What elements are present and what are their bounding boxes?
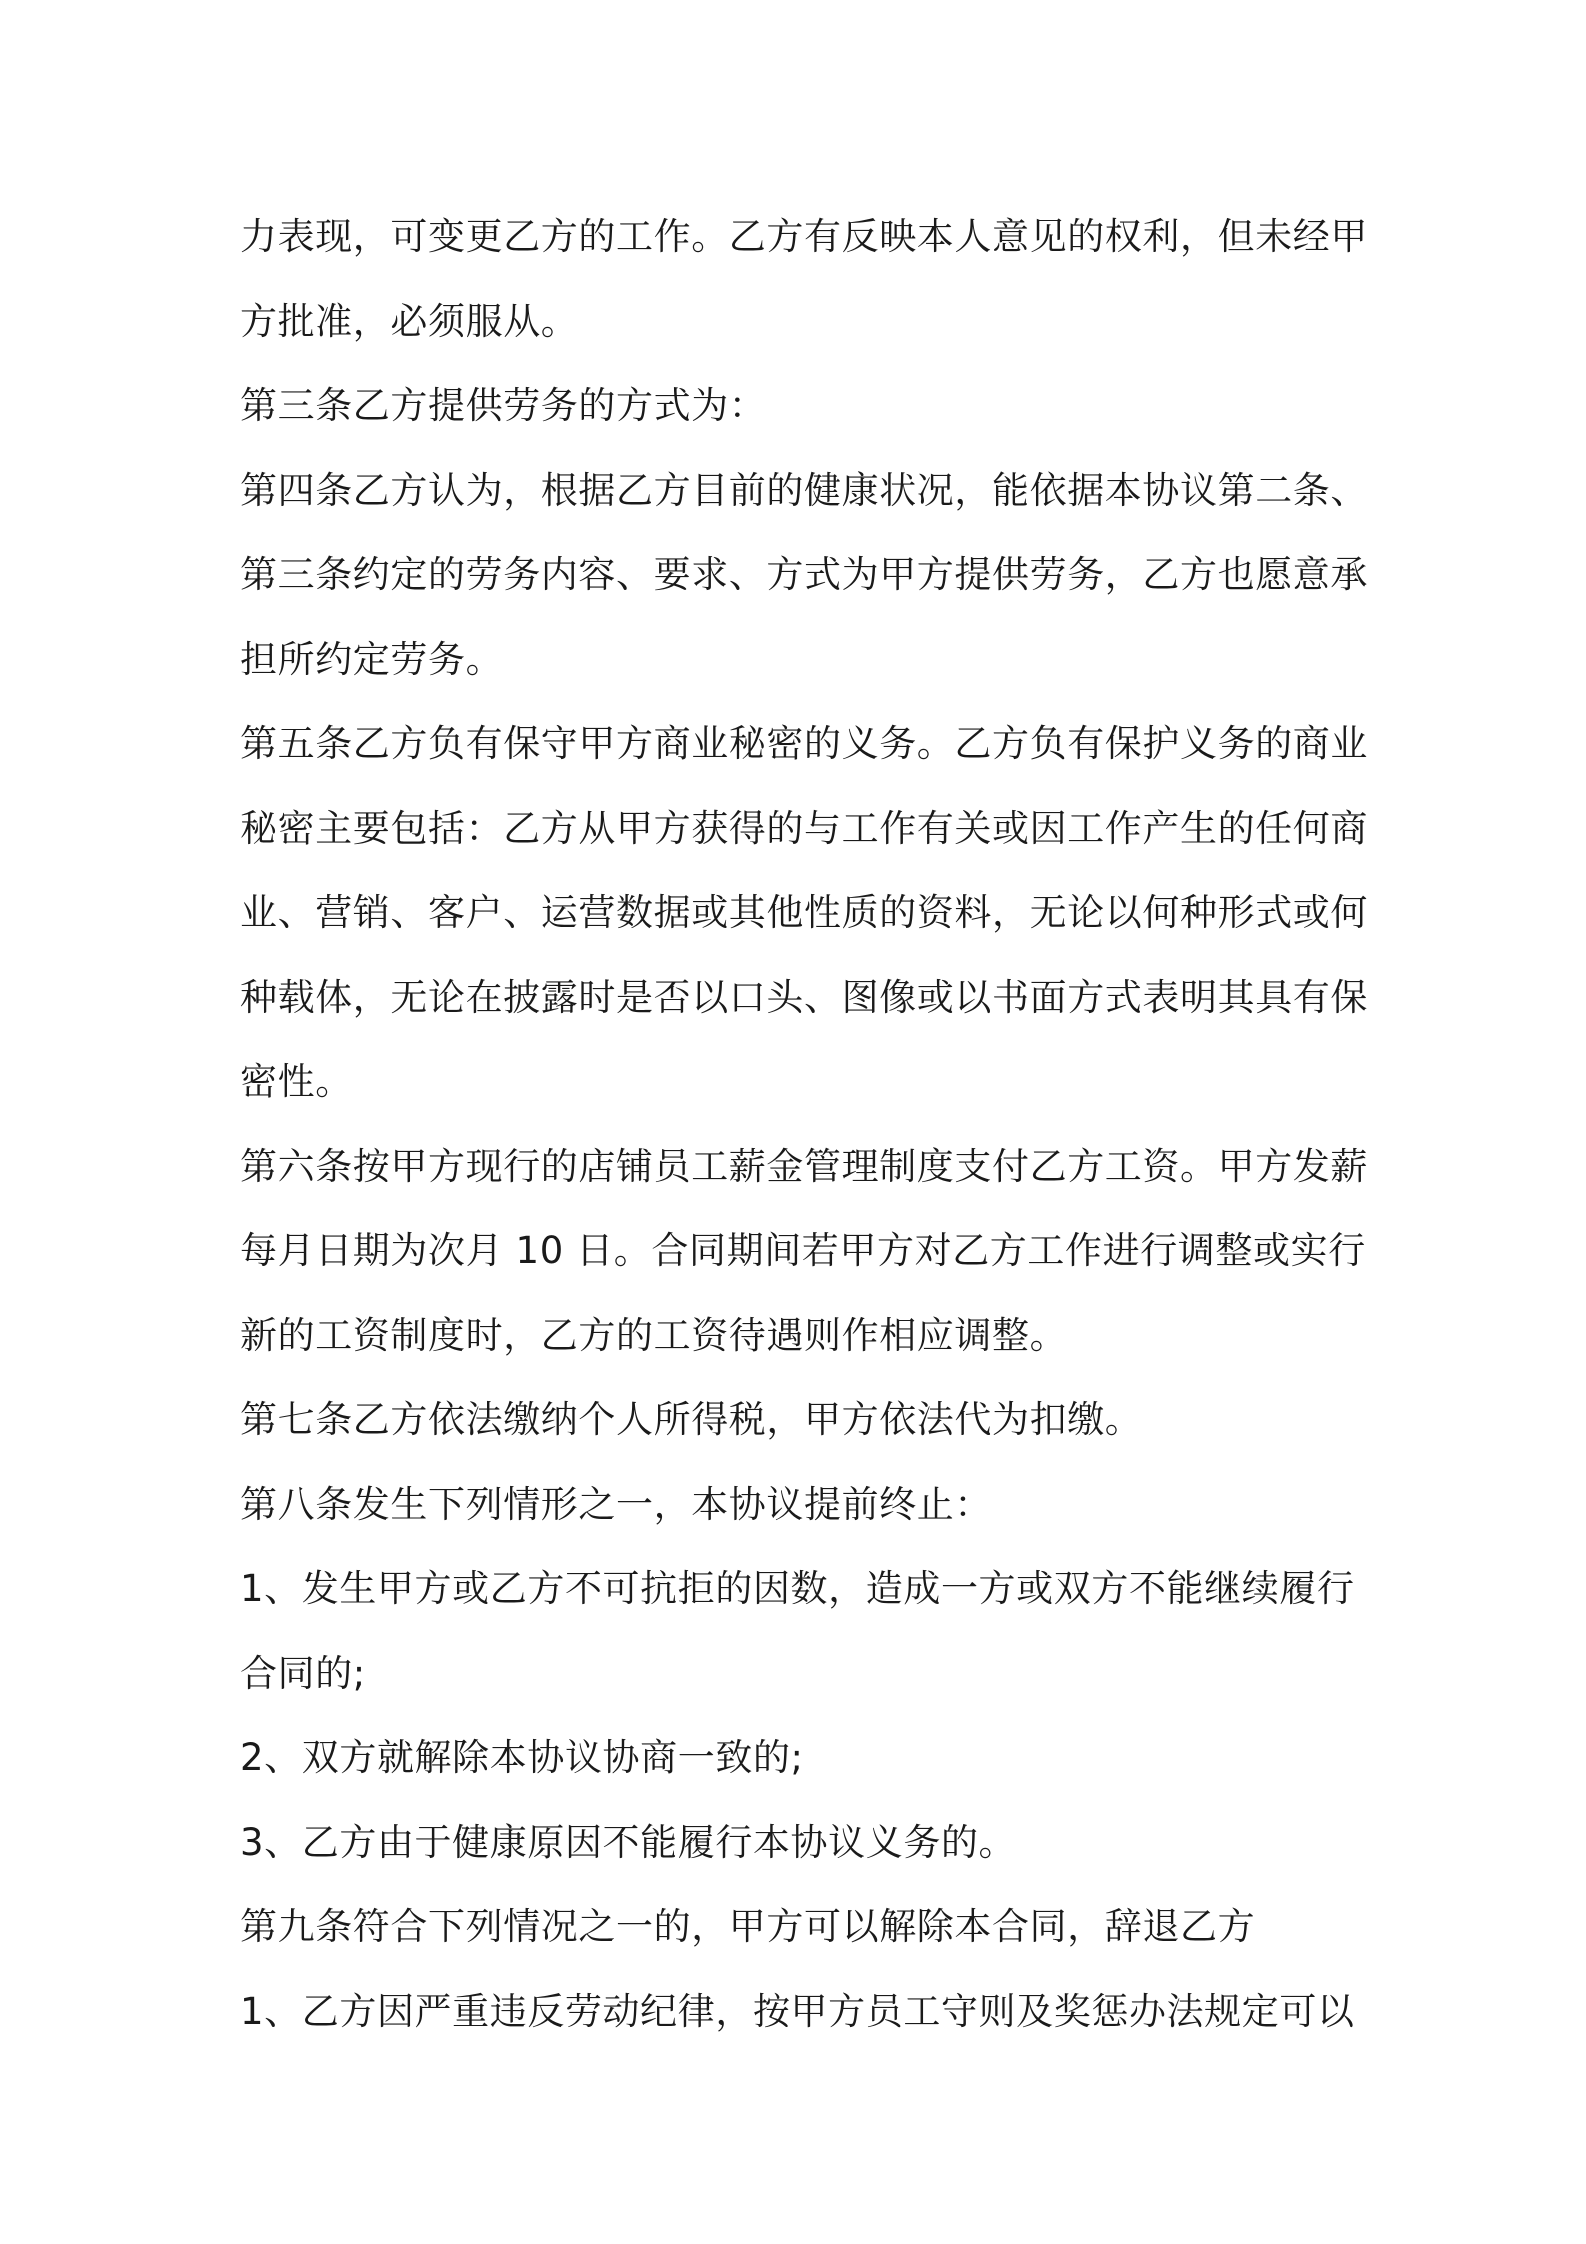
text-line: 担所约定劳务。 (240, 637, 504, 681)
text-line: 第三条约定的劳务内容、要求、方式为甲方提供劳务，乙方也愿意承 (240, 553, 1368, 596)
text-line: 业、营销、客户、运营数据或其他性质的资料，无论以何种形式或何 (240, 891, 1368, 934)
text-line: 第九条符合下列情况之一的，甲方可以解除本合同，辞退乙方 (240, 1905, 1256, 1948)
text-line: 秘密主要包括：乙方从甲方获得的与工作有关或因工作产生的任何商 (240, 806, 1368, 850)
text-line: 2、双方就解除本协议协商一致的; (240, 1736, 804, 1779)
text-line: 新的工资制度时，乙方的工资待遇则作相应调整。 (240, 1313, 1068, 1357)
text-line: 第六条按甲方现行的店铺员工薪金管理制度支付乙方工资。甲方发薪 (240, 1144, 1368, 1188)
text-line: 第五条乙方负有保守甲方商业秘密的义务。乙方负有保护义务的商业 (240, 722, 1368, 765)
text-line: 1、乙方因严重违反劳动纪律，按甲方员工守则及奖惩办法规定可以 (240, 1989, 1355, 2033)
text-line: 方批准，必须服从。 (240, 299, 579, 343)
text-line: 第三条乙方提供劳务的方式为： (240, 384, 767, 427)
text-line: 第七条乙方依法缴纳个人所得税，甲方依法代为扣缴。 (240, 1398, 1143, 1441)
text-line: 3、乙方由于健康原因不能履行本协议义务的。 (240, 1820, 1017, 1864)
text-line: 密性。 (240, 1060, 353, 1103)
text-line: 第八条发生下列情形之一，本协议提前终止： (240, 1482, 992, 1526)
text-line: 种载体，无论在披露时是否以口头、图像或以书面方式表明其具有保 (240, 975, 1368, 1019)
text-line: 每月日期为次月 10 日。合同期间若甲方对乙方工作进行调整或实行 (240, 1229, 1366, 1272)
text-line: 第四条乙方认为，根据乙方目前的健康状况，能依据本协议第二条、 (240, 468, 1368, 512)
text-line: 1、发生甲方或乙方不可抗拒的因数，造成一方或双方不能继续履行 (240, 1567, 1355, 1610)
text-line: 力表现，可变更乙方的工作。乙方有反映本人意见的权利，但未经甲 (240, 215, 1368, 258)
document-body (240, 195, 1368, 2054)
text-line: 合同的; (240, 1651, 366, 1695)
